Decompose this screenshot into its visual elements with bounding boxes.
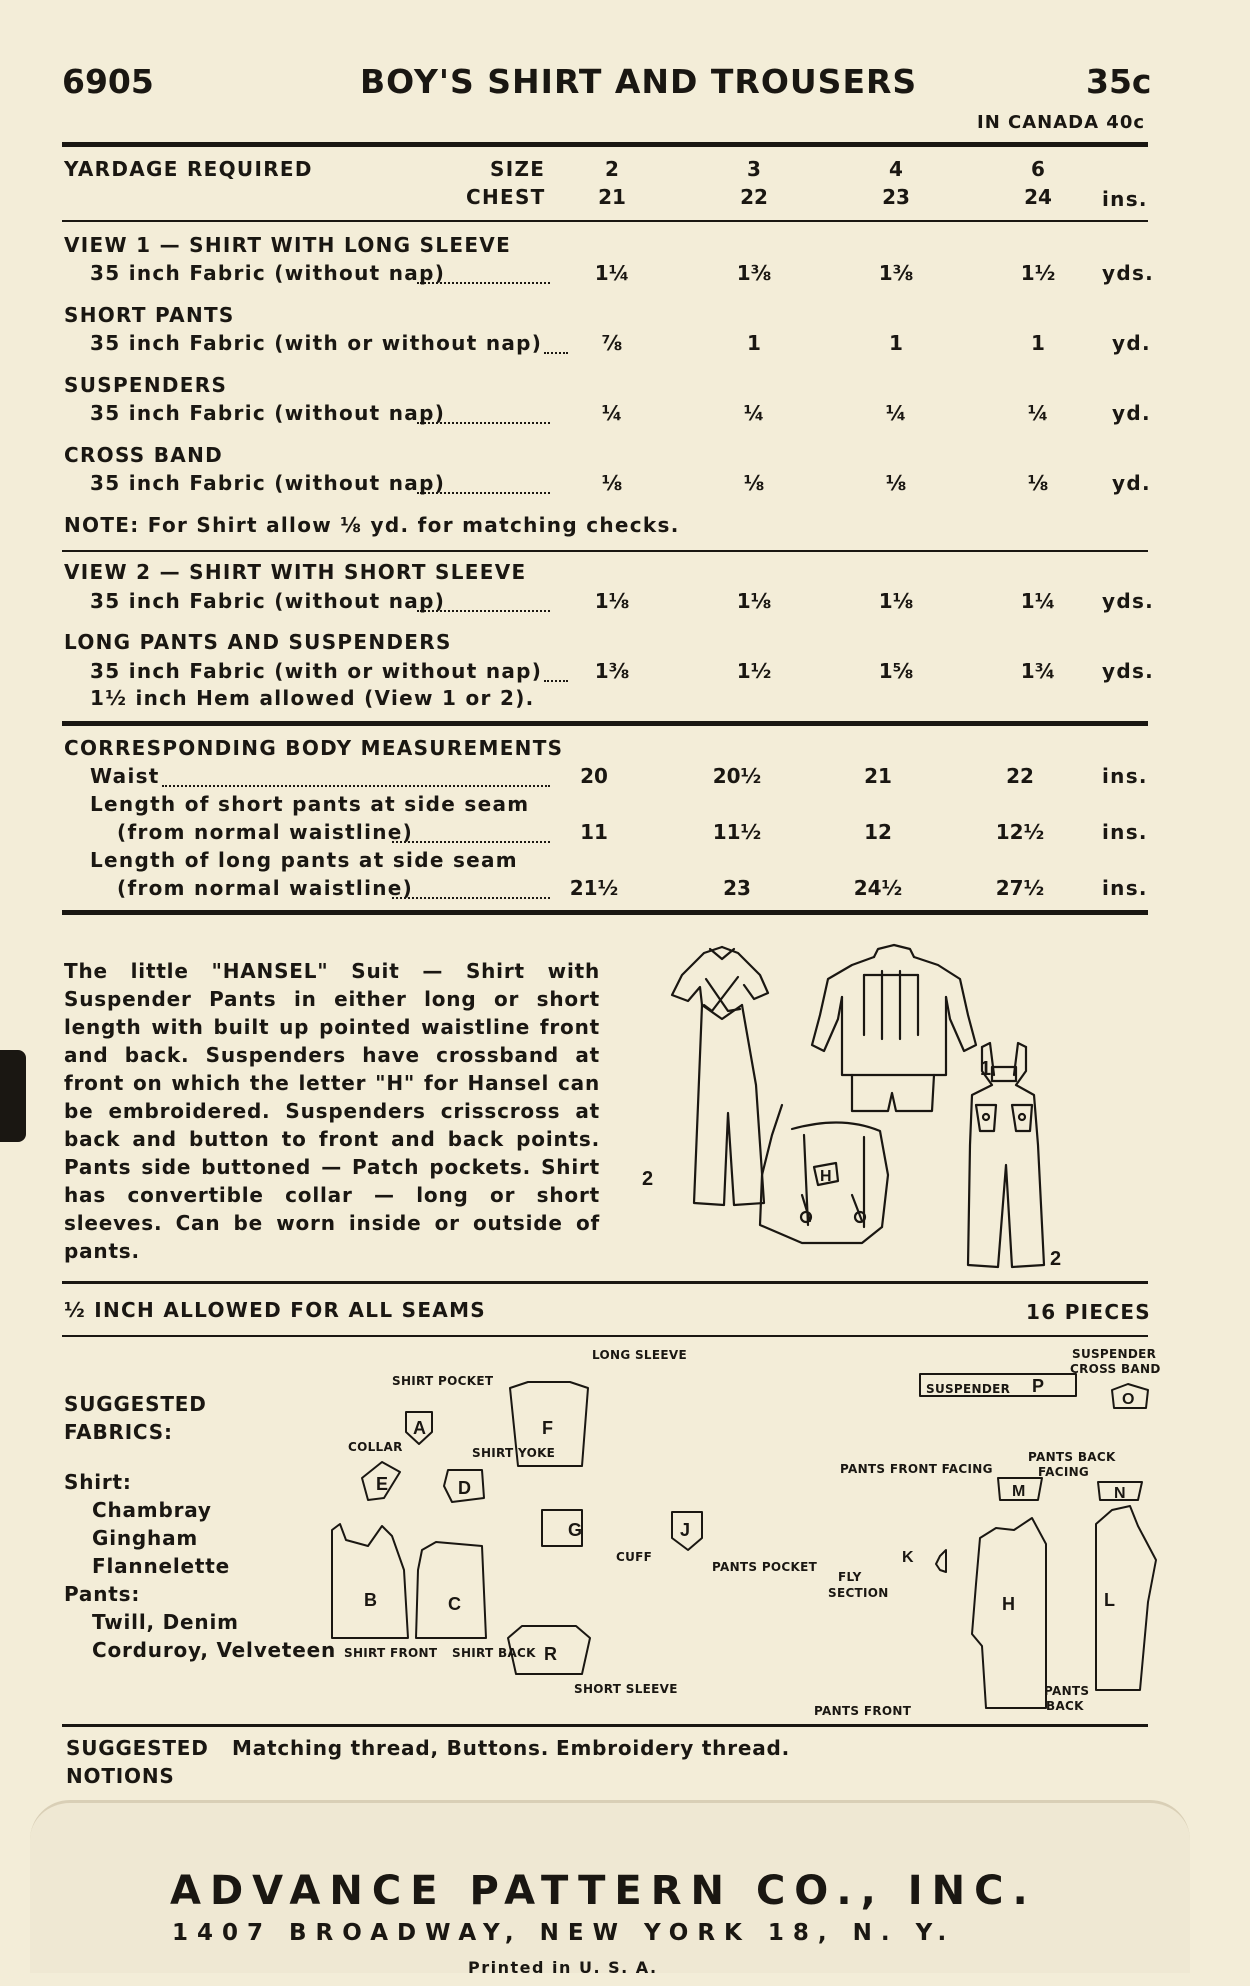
yardage-value: ⅛ — [885, 471, 907, 495]
row-desc: 35 inch Fabric (without nap) — [90, 471, 446, 495]
size-label: SIZE — [490, 157, 546, 181]
yardage-value: 1⅜ — [878, 261, 914, 285]
shirt-back-piece — [416, 1542, 486, 1638]
shirt-front-piece — [332, 1524, 408, 1638]
fly-section-piece — [936, 1550, 946, 1572]
yardage-value: 1 — [747, 331, 761, 355]
chest-col: 23 — [882, 185, 910, 209]
row-title: CROSS BAND — [64, 443, 224, 467]
piece-label: SHIRT YOKE — [472, 1446, 556, 1460]
chest-col: 22 — [740, 185, 768, 209]
piece-label: PANTS FRONT FACING — [840, 1462, 993, 1476]
short-length-label-2: (from normal waistline) — [117, 820, 414, 844]
piece-label: PANTS BACK — [1028, 1450, 1116, 1464]
piece-letter: D — [458, 1478, 471, 1498]
notions-heading-2: NOTIONS — [66, 1764, 175, 1788]
notions-extra: Embroidery thread. — [556, 1736, 791, 1760]
long-pants-back-view — [672, 947, 768, 1205]
leader-dots — [392, 839, 550, 843]
piece-letter: R — [544, 1644, 557, 1664]
divider — [62, 910, 1148, 915]
size-col: 3 — [747, 157, 761, 181]
notions-items: Matching thread, Buttons. — [232, 1736, 550, 1760]
waist-value: 22 — [1006, 764, 1034, 788]
waist-label: Waist — [90, 764, 160, 788]
divider — [62, 142, 1148, 147]
garment-illustration — [642, 935, 1162, 1275]
leader-dots — [417, 608, 550, 612]
piece-letter: F — [542, 1418, 553, 1438]
long-length-value: 24½ — [853, 876, 903, 900]
price: 35c — [1086, 62, 1152, 101]
yardage-value: ¼ — [601, 401, 623, 425]
row-desc: 35 inch Fabric (without nap) — [90, 261, 446, 285]
printed-in: Printed in U. S. A. — [468, 1958, 658, 1977]
yardage-value: 1⅜ — [594, 659, 630, 683]
yardage-value: ¼ — [885, 401, 907, 425]
yardage-value: 1⅛ — [878, 589, 914, 613]
piece-letter: H — [1002, 1594, 1015, 1614]
leader-dots — [417, 490, 550, 494]
company-address: 1407 BROADWAY, NEW YORK 18, N. Y. — [172, 1920, 956, 1946]
row-desc: 35 inch Fabric (with or without nap) — [90, 659, 543, 683]
piece-letter: N — [1114, 1485, 1126, 1502]
monogram-letter: H — [820, 1168, 832, 1185]
canada-price: IN CANADA 40c — [977, 112, 1146, 133]
yardage-value: ⅛ — [601, 471, 623, 495]
chest-label: CHEST — [466, 185, 546, 209]
leader-dots — [544, 678, 568, 682]
row-desc: 35 inch Fabric (without nap) — [90, 589, 446, 613]
yardage-value: 1⅛ — [594, 589, 630, 613]
yardage-value: 1⅛ — [736, 589, 772, 613]
yardage-value: ¼ — [743, 401, 765, 425]
piece-letter: M — [1012, 1483, 1026, 1500]
piece-label: CROSS BAND — [1070, 1362, 1161, 1376]
row-desc: 35 inch Fabric (with or without nap) — [90, 331, 543, 355]
yardage-value: ⅞ — [601, 331, 623, 355]
leader-dots — [392, 895, 550, 899]
piece-label: SHIRT POCKET — [392, 1374, 494, 1388]
measure-unit: ins. — [1102, 764, 1148, 788]
yardage-value: 1 — [1031, 331, 1045, 355]
short-length-value: 11 — [580, 820, 608, 844]
view-number: 1 — [980, 1058, 992, 1080]
measure-unit: ins. — [1102, 876, 1148, 900]
size-col: 2 — [605, 157, 619, 181]
fabrics-heading: SUGGESTED — [64, 1392, 207, 1416]
piece-letter: J — [680, 1520, 691, 1540]
pattern-number: 6905 — [62, 62, 154, 101]
row-desc: 35 inch Fabric (without nap) — [90, 401, 446, 425]
yardage-value: 1¼ — [1020, 589, 1056, 613]
company-name: ADVANCE PATTERN CO., INC. — [170, 1868, 1037, 1914]
row-title: LONG PANTS AND SUSPENDERS — [64, 630, 452, 654]
chest-unit: ins. — [1102, 187, 1148, 211]
fabric-item: Flannelette — [92, 1554, 230, 1578]
yardage-unit: yds. — [1102, 589, 1155, 613]
piece-letter: G — [568, 1520, 583, 1540]
short-length-value: 12 — [864, 820, 892, 844]
leader-dots — [417, 280, 550, 284]
fabrics-heading-2: FABRICS: — [64, 1420, 173, 1444]
size-col: 4 — [889, 157, 903, 181]
piece-label: COLLAR — [348, 1440, 403, 1454]
shirt-shorts-front-view — [812, 945, 976, 1111]
long-length-label: Length of long pants at side seam — [90, 848, 518, 872]
notions-heading: SUGGESTED — [66, 1736, 209, 1760]
piece-letter: K — [902, 1549, 914, 1566]
piece-letter: L — [1104, 1590, 1115, 1610]
piece-letter: A — [413, 1418, 426, 1438]
yardage-value: 1⅝ — [878, 659, 914, 683]
piece-letter: E — [376, 1474, 389, 1494]
waist-value: 21 — [864, 764, 892, 788]
body-heading: CORRESPONDING BODY MEASUREMENTS — [64, 736, 564, 760]
row-title: SHORT PANTS — [64, 303, 235, 327]
fabric-item: Gingham — [92, 1526, 199, 1550]
piece-label: FACING — [1038, 1465, 1090, 1479]
piece-label: PANTS — [1044, 1684, 1090, 1698]
piece-label: SECTION — [828, 1586, 889, 1600]
piece-label: BACK — [1046, 1699, 1084, 1713]
piece-label: PANTS FRONT — [814, 1704, 912, 1718]
yardage-value: ¼ — [1027, 401, 1049, 425]
chest-col: 21 — [598, 185, 626, 209]
yardage-value: 1½ — [1020, 261, 1056, 285]
piece-letter: P — [1032, 1376, 1045, 1396]
yardage-unit: yds. — [1102, 261, 1155, 285]
piece-label: PANTS POCKET — [712, 1560, 818, 1574]
yardage-heading: YARDAGE REQUIRED — [64, 157, 313, 181]
yardage-value: 1¾ — [1020, 659, 1056, 683]
pants-fabrics-label: Pants: — [64, 1582, 141, 1606]
divider — [62, 1335, 1148, 1337]
divider — [62, 721, 1148, 726]
pattern-title: BOY'S SHIRT AND TROUSERS — [360, 62, 918, 101]
short-length-value: 11½ — [712, 820, 762, 844]
short-length-label: Length of short pants at side seam — [90, 792, 530, 816]
yardage-value: 1⅜ — [736, 261, 772, 285]
piece-label: SUSPENDER — [926, 1382, 1011, 1396]
matching-note: NOTE: For Shirt allow ⅛ yd. for matching checks. — [64, 513, 680, 537]
piece-letter: O — [1122, 1391, 1135, 1408]
fabric-item: Chambray — [92, 1498, 212, 1522]
seam-allowance: ½ INCH ALLOWED FOR ALL SEAMS — [64, 1298, 486, 1322]
short-length-value: 12½ — [995, 820, 1045, 844]
row-title: VIEW 1 — SHIRT WITH LONG SLEEVE — [64, 233, 512, 257]
view-number: 2 — [1050, 1248, 1062, 1270]
yardage-value: 1¼ — [594, 261, 630, 285]
fabric-item: Corduroy, Velveteen — [92, 1638, 337, 1662]
leader-dots — [162, 783, 550, 787]
waist-value: 20 — [580, 764, 608, 788]
measure-unit: ins. — [1102, 820, 1148, 844]
yardage-unit: yd. — [1112, 471, 1151, 495]
piece-letter: C — [448, 1594, 461, 1614]
yardage-unit: yds. — [1102, 659, 1155, 683]
piece-label: CUFF — [616, 1550, 653, 1564]
piece-label: SUSPENDER — [1072, 1347, 1157, 1361]
row-title: VIEW 2 — SHIRT WITH SHORT SLEEVE — [64, 560, 527, 584]
size-col: 6 — [1031, 157, 1045, 181]
yardage-value: ⅛ — [1027, 471, 1049, 495]
row-title: SUSPENDERS — [64, 373, 228, 397]
piece-label: SHORT SLEEVE — [574, 1682, 678, 1696]
piece-letter: B — [364, 1590, 377, 1610]
fabric-item: Twill, Denim — [92, 1610, 239, 1634]
long-length-label-2: (from normal waistline) — [117, 876, 414, 900]
leader-dots — [417, 420, 550, 424]
side-tab — [0, 1050, 26, 1142]
piece-label: LONG SLEEVE — [592, 1348, 687, 1362]
hem-note: 1½ inch Hem allowed (View 1 or 2). — [90, 686, 535, 710]
yardage-value: 1½ — [736, 659, 772, 683]
waist-value: 20½ — [712, 764, 762, 788]
long-length-value: 23 — [723, 876, 751, 900]
piece-label: SHIRT FRONT — [344, 1646, 438, 1660]
garment-description: The little "HANSEL" Suit — Shirt with Suspender Pants in either long or short length with built up pointed waistline front and back. Suspenders have crossband at front on which the letter "H" for Hansel can be embroidered. Suspenders crisscross at back and button to front and back points. Pants side buttoned — Patch pockets. Shirt has convertible collar — long or short sleeves. Can be worn inside or outside of pants. — [64, 959, 600, 1263]
divider — [62, 1724, 1148, 1727]
yardage-value: ⅛ — [743, 471, 765, 495]
piece-count: 16 PIECES — [1026, 1300, 1152, 1324]
leader-dots — [544, 350, 568, 354]
piece-label: SHIRT BACK — [452, 1646, 536, 1660]
shirt-fabrics-label: Shirt: — [64, 1470, 132, 1494]
view-number: 2 — [642, 1168, 654, 1190]
pattern-pieces-diagram — [332, 1350, 1152, 1720]
divider — [62, 550, 1148, 552]
yardage-unit: yd. — [1112, 401, 1151, 425]
chest-col: 24 — [1024, 185, 1052, 209]
yardage-value: 1 — [889, 331, 903, 355]
divider — [62, 1281, 1148, 1284]
long-length-value: 21½ — [569, 876, 619, 900]
long-length-value: 27½ — [995, 876, 1045, 900]
piece-label: FLY — [838, 1570, 862, 1584]
divider — [62, 220, 1148, 222]
yardage-unit: yd. — [1112, 331, 1151, 355]
